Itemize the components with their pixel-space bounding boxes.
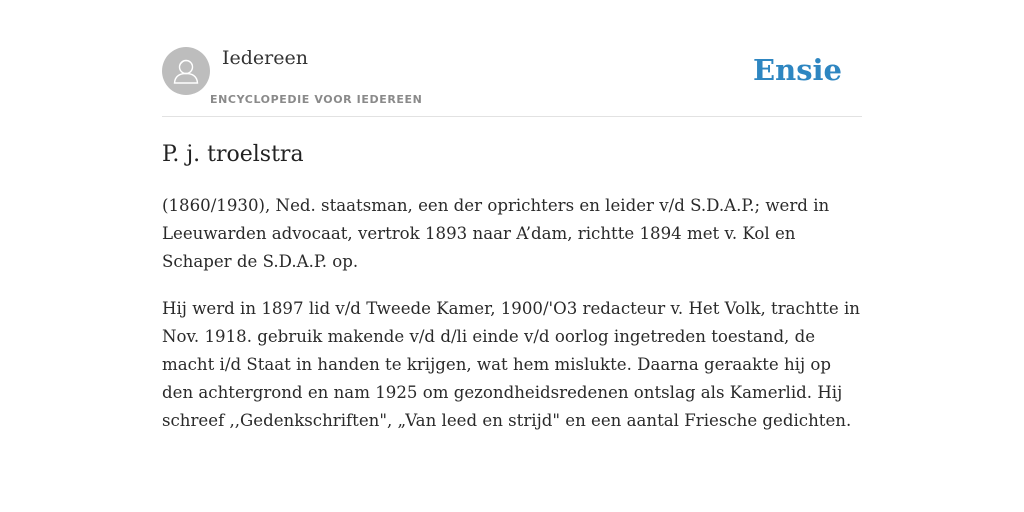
site-subtitle: ENCYCLOPEDIE VOOR IEDEREEN [210, 93, 423, 106]
article-paragraph: Hij werd in 1897 lid v/d Tweede Kamer, 1900/'O3 redacteur v. Het Volk, trachtte in Nov. 1918. gebruik makende v/d d/li einde v/d oorlog ingetreden toestand, de macht i/d Staat in handen te krijgen, wat hem mislukte. Daarna geraakte hij op den achtergrond en nam 1925 om gezondheidsredenen ontslag als Kamerlid. Hij schreef ,,Gedenkschriften", „Van leed en strijd" en een aantal Friesche gedichten. [162, 299, 860, 430]
user-icon [162, 47, 210, 95]
page-title: P. j. troelstra [162, 142, 304, 167]
header [162, 46, 862, 117]
avatar[interactable] [162, 47, 210, 95]
brand-logo[interactable]: Ensie [753, 53, 842, 87]
article-paragraph: (1860/1930), Ned. staatsman, een der oprichters en leider v/d S.D.A.P.; werd in Leeuwarden advocaat, vertrok 1893 naar A’dam, richtte 1894 met v. Kol en Schaper de S.D.A.P. op. [162, 196, 830, 271]
author-name[interactable]: Iedereen [222, 47, 308, 69]
